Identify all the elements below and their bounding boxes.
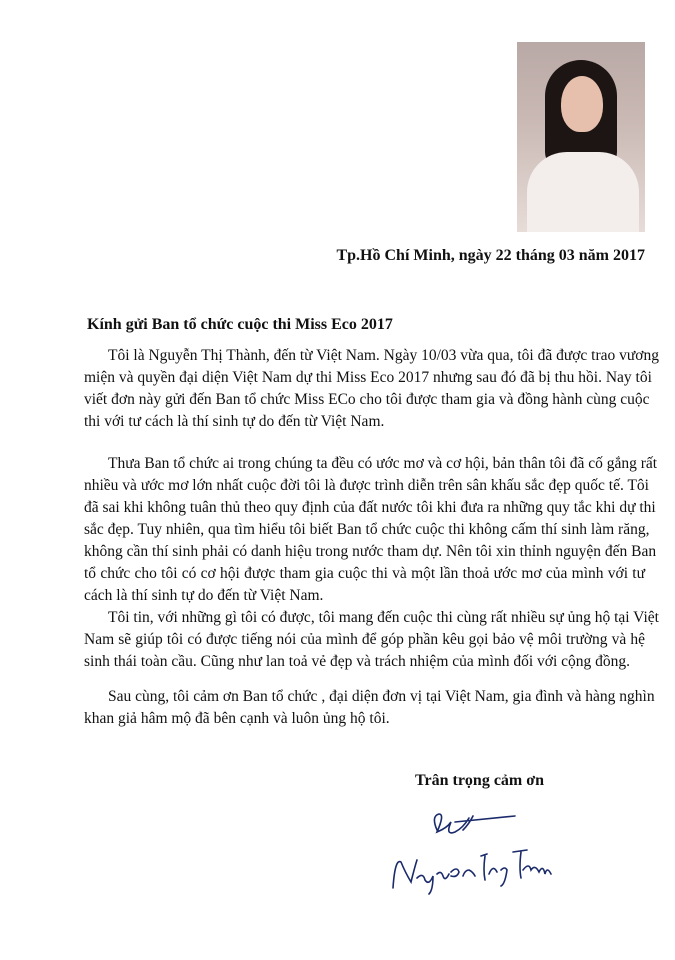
paragraph-1 xyxy=(84,345,659,433)
paragraph-line: tổ chức cho tôi có cơ hội được tham gia cuộc thi và một lần thoả ước mơ của mình với tư xyxy=(84,565,645,582)
paragraph-line: Tôi là Nguyễn Thị Thành, đến từ Việt Nam. Ngày 10/03 vừa qua, tôi đã được trao vương xyxy=(108,347,659,364)
paragraph-line: Sau cùng, tôi cảm ơn Ban tổ chức , đại diện đơn vị tại Việt Nam, gia đình và hàng nghìn xyxy=(108,688,655,705)
paragraph-line: viết đơn này gửi đến Ban tổ chức Miss ECo cho tôi được tham gia và đồng hành cùng cuộc xyxy=(84,391,650,408)
letter-date: Tp.Hồ Chí Minh, ngày 22 tháng 03 năm 2017 xyxy=(336,247,645,264)
paragraph-line: khan giả hâm mộ đã bên cạnh và luôn ủng hộ tôi. xyxy=(84,710,390,727)
letter-greeting: Kính gửi Ban tổ chức cuộc thi Miss Eco 2017 xyxy=(87,316,393,333)
handwritten-signature xyxy=(385,800,565,900)
paragraph-line: sinh thái toàn cầu. Cũng như lan toả vẻ đẹp và trách nhiệm của mình đối với cộng đồng. xyxy=(84,653,631,670)
paragraph-2 xyxy=(84,453,658,607)
paragraph-line: sắc đẹp. Tuy nhiên, qua tìm hiểu tôi biết Ban tổ chức cuộc thi không cấm thí sinh làm răng, xyxy=(84,521,650,538)
paragraph-line: thi với tư cách là thí sinh tự do đến từ Việt Nam. xyxy=(84,413,385,430)
portrait-photo xyxy=(517,42,645,232)
paragraph-line: Nam sẽ giúp tôi có được tiếng nói của mình để góp phần kêu gọi bảo vệ môi trường và hệ xyxy=(84,631,645,648)
paragraph-line: cách là thí sinh tự do đến từ Việt Nam. xyxy=(84,587,324,604)
paragraph-3 xyxy=(84,607,659,673)
paragraph-line: đã sai khi không tuân thủ theo quy định của đất nước tôi khi đưa ra những quy tắc khi dự thi xyxy=(84,499,656,516)
closing-text: Trân trọng cảm ơn xyxy=(415,772,544,789)
paragraph-line: Tôi tin, với những gì tôi có được, tôi mang đến cuộc thi cùng rất nhiều sự ủng hộ tại Việt xyxy=(108,609,659,626)
paragraph-line: nhiều và ước mơ lớn nhất cuộc đời tôi là được trình diễn trên sân khấu sắc đẹp quốc tế. Tôi xyxy=(84,477,649,494)
paragraph-line: Thưa Ban tổ chức ai trong chúng ta đều có ước mơ và cơ hội, bản thân tôi đã cố gắng rất xyxy=(108,455,658,472)
paragraph-line: không cần thí sinh phải có danh hiệu trong nước tham dự. Nên tôi xin thỉnh nguyện đến Ban xyxy=(84,543,657,560)
paragraph-line: miện và quyền đại diện Việt Nam dự thi Miss Eco 2017 nhưng sau đó đã bị thu hồi. Nay tôi xyxy=(84,369,652,386)
paragraph-4 xyxy=(84,686,655,730)
